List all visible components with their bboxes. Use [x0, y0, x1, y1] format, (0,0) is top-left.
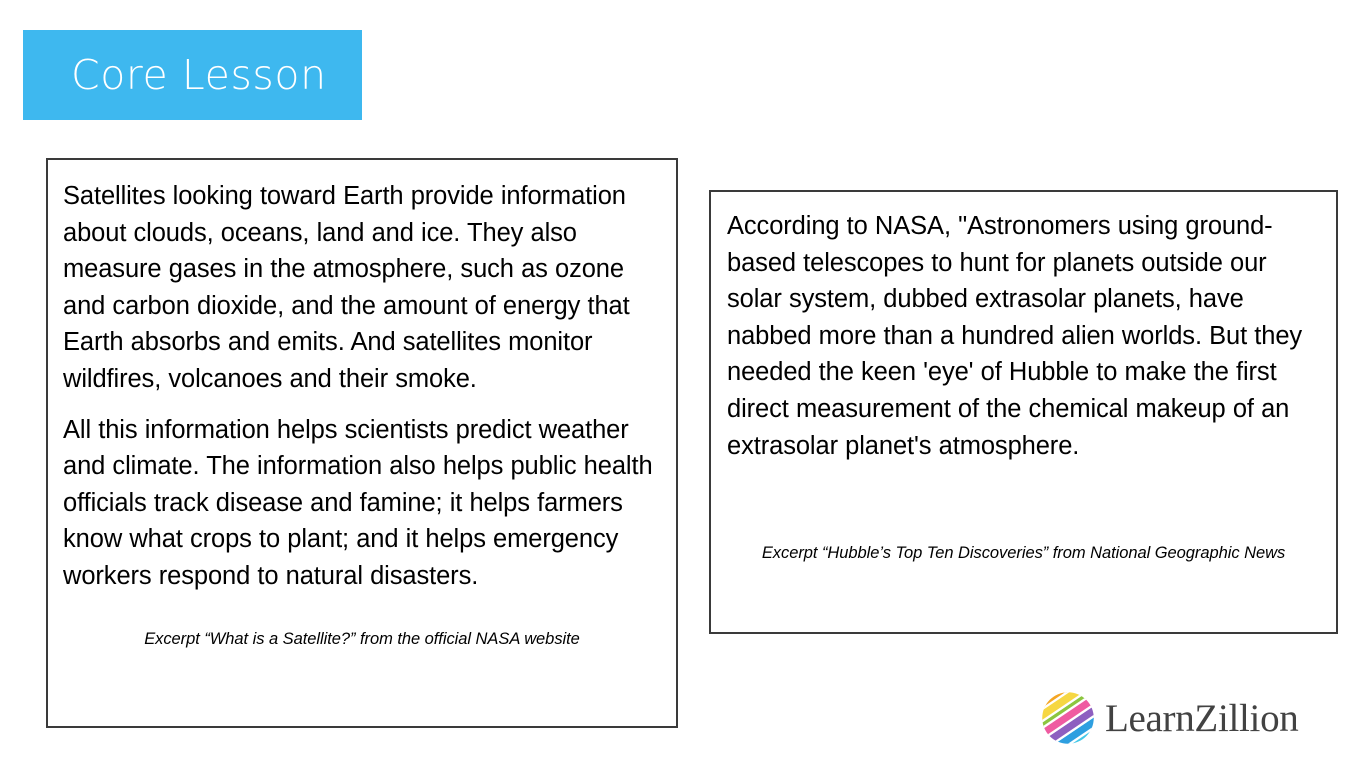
excerpt-paragraph: Satellites looking toward Earth provide information about clouds, oceans, land and ice. They also measure gases in the atmosphere, such as ozone and carbon dioxide, and the amount of energy that Earth absorbs and emits. And satellites monitor wildfires, volcanoes and their smoke. [63, 182, 630, 393]
excerpt-paragraph: According to NASA, "Astronomers using ground-based telescopes to hunt for planets outside our solar system, dubbed extrasolar planets, have nabbed more than a hundred alien worlds. But they needed the keen 'eye' of Hubble to make the first direct measurement of the chemical makeup of an extrasolar planet's atmosphere. [727, 212, 1303, 460]
learnzillion-mark-icon [1040, 690, 1096, 746]
excerpt-box-hubble-discoveries [709, 190, 1338, 634]
learnzillion-logo [1040, 690, 1299, 746]
learnzillion-wordmark: LearnZillion [1105, 696, 1299, 740]
excerpt-paragraph: All this information helps scientists predict weather and climate. The information also helps public health officials track disease and famine; it helps farmers know what crops to plant; and it helps emergency workers respond to natural disasters. [63, 415, 653, 590]
excerpt-box-nasa-satellite [46, 158, 678, 728]
core-lesson-header-banner [23, 30, 362, 120]
excerpt-citation: Excerpt “What is a Satellite?” from the official NASA website [144, 630, 580, 648]
excerpt-citation: Excerpt “Hubble’s Top Ten Discoveries” from National Geographic News [761, 544, 1286, 562]
page-title: Core Lesson [71, 50, 327, 99]
